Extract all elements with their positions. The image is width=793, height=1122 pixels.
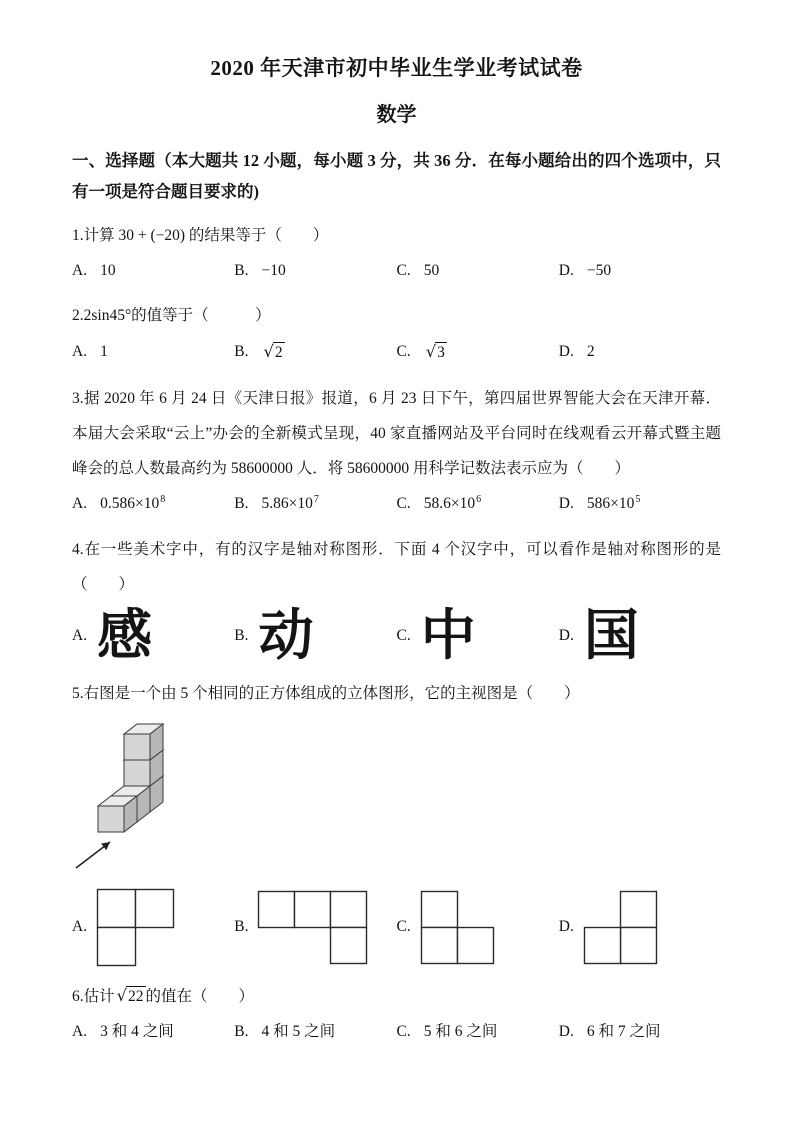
q4-option-b bbox=[234, 606, 396, 665]
sqrt-sign: √ bbox=[425, 342, 437, 362]
q4-options bbox=[72, 606, 721, 665]
option-text bbox=[424, 334, 447, 371]
q5-options bbox=[72, 888, 721, 967]
q5-option-d bbox=[559, 890, 721, 965]
section-heading: 一、选择题（本大题共 12 小题，每小题 3 分，共 36 分．在每小题给出的四个选项中，只有一项是符合题目要求的) bbox=[72, 151, 721, 202]
q2-stem: 2.2sin45°的值等于（ ） bbox=[72, 307, 271, 325]
question-4 bbox=[72, 533, 721, 666]
q2-option-c bbox=[397, 334, 559, 371]
option-label: C. bbox=[396, 494, 411, 512]
option-text: 4 和 5 之间 bbox=[261, 1022, 336, 1040]
option-label: A. bbox=[72, 261, 88, 279]
sqrt-sign: √ bbox=[116, 985, 128, 1005]
q2-option-a bbox=[72, 335, 234, 370]
option-label: B. bbox=[234, 261, 249, 279]
q6-option-d bbox=[559, 1015, 721, 1050]
question-3 bbox=[72, 382, 721, 522]
q1-options bbox=[72, 254, 721, 289]
option-text: $5.86\times 10^7$ bbox=[261, 493, 319, 512]
option-text: $0.586\times 10^8$ bbox=[100, 493, 166, 512]
q3-option-b bbox=[234, 487, 396, 522]
q6-options bbox=[72, 1015, 721, 1050]
exponent: 8 bbox=[160, 493, 166, 505]
front-view-figure-c bbox=[420, 890, 495, 965]
q4-option-d bbox=[559, 606, 721, 665]
q3-option-a bbox=[72, 487, 234, 522]
option-label: A. bbox=[72, 626, 88, 644]
q5-option-a bbox=[72, 888, 234, 967]
option-text: 2 bbox=[586, 343, 595, 361]
exponent: 6 bbox=[476, 493, 482, 505]
option-text: 50 bbox=[423, 261, 440, 279]
q3-options bbox=[72, 487, 721, 522]
q3-option-d bbox=[559, 487, 721, 522]
option-text: 10 bbox=[100, 261, 116, 279]
q6-option-a bbox=[72, 1015, 234, 1050]
option-label: A. bbox=[72, 917, 88, 935]
question-6 bbox=[72, 978, 721, 1050]
option-text: $58.6\times 10^6$ bbox=[423, 493, 482, 512]
radicand: 2 bbox=[274, 344, 283, 362]
q6-option-c bbox=[397, 1015, 559, 1050]
option-label: D. bbox=[558, 626, 574, 644]
option-label: C. bbox=[396, 626, 411, 644]
option-text bbox=[261, 334, 284, 371]
front-view-figure-d bbox=[583, 890, 658, 965]
question-5 bbox=[72, 677, 721, 967]
option-label: A. bbox=[72, 1022, 88, 1040]
q1-option-c bbox=[397, 254, 559, 289]
option-label: B. bbox=[234, 343, 249, 361]
front-view-figure-a bbox=[96, 888, 175, 967]
option-label: C. bbox=[396, 917, 411, 935]
option-label: D. bbox=[558, 343, 574, 361]
front-view-figure-b bbox=[257, 890, 368, 965]
q4-option-c bbox=[397, 606, 559, 665]
hanzi-dong: 动 bbox=[258, 605, 314, 667]
option-text: 1 bbox=[100, 343, 108, 361]
radicand: 22 bbox=[128, 987, 144, 1005]
option-label: D. bbox=[558, 494, 574, 512]
q4-option-a bbox=[72, 606, 234, 665]
option-label: D. bbox=[558, 917, 574, 935]
option-text: −10 bbox=[261, 261, 286, 279]
option-text: 3 和 4 之间 bbox=[100, 1022, 174, 1040]
q6-stem: 6.估计 √22 的值在（ ） bbox=[72, 985, 255, 1005]
q1-option-b bbox=[234, 254, 396, 289]
hanzi-gan: 感 bbox=[97, 605, 153, 667]
option-text: 5 和 6 之间 bbox=[423, 1022, 498, 1040]
option-label: C. bbox=[396, 261, 411, 279]
option-text: 6 和 7 之间 bbox=[586, 1022, 661, 1040]
question-1 bbox=[72, 219, 721, 289]
radicand: 3 bbox=[437, 344, 445, 362]
q1-option-d bbox=[559, 254, 721, 289]
option-label: D. bbox=[558, 261, 574, 279]
option-text: −50 bbox=[586, 261, 612, 279]
option-text: $586\times 10^5$ bbox=[586, 493, 641, 512]
q2-option-d bbox=[559, 335, 721, 370]
option-label: A. bbox=[72, 343, 88, 361]
hanzi-guo: 国 bbox=[583, 605, 639, 667]
q1-stem: 1.计算 30 + (−20) 的结果等于（ ） bbox=[72, 226, 329, 244]
exponent: 7 bbox=[313, 493, 319, 505]
q5-option-c bbox=[397, 890, 559, 965]
exam-subject: 数学 bbox=[376, 104, 417, 126]
sqrt-sign: √ bbox=[263, 342, 274, 362]
q5-option-b bbox=[234, 890, 396, 965]
exam-title: 2020 年天津市初中毕业生学业考试试卷 bbox=[210, 56, 583, 80]
option-label: C. bbox=[396, 1022, 411, 1040]
option-label: C. bbox=[396, 343, 411, 361]
q4-stem: 4.在一些美术字中，有的汉字是轴对称图形．下面 4 个汉字中，可以看作是轴对称图形的是（ ） bbox=[72, 540, 721, 593]
q6-option-b bbox=[234, 1015, 396, 1050]
option-label: B. bbox=[234, 494, 249, 512]
exponent: 5 bbox=[635, 493, 641, 505]
q2-options bbox=[72, 334, 721, 371]
q1-option-a bbox=[72, 254, 234, 289]
q3-option-c bbox=[397, 487, 559, 522]
q3-stem: 3.据 2020 年 6 月 24 日《天津日报》报道，6 月 23 日下午，第四届世界智能大会在天津开幕．本届大会采取“云上”办会的全新模式呈现，40 家直播网站及平台同时在线观看云开幕式暨主题峰会的总人数最高约为 58600000 人．将 58600000 用科学记数法表示应为（ ） bbox=[72, 390, 721, 477]
option-label: B. bbox=[234, 626, 249, 644]
q2-option-b bbox=[234, 334, 396, 371]
option-label: B. bbox=[234, 917, 249, 935]
option-label: B. bbox=[234, 1022, 249, 1040]
q5-stem: 5.右图是一个由 5 个相同的正方体组成的立体图形，它的主视图是（ ） bbox=[72, 684, 580, 702]
question-2 bbox=[72, 299, 721, 371]
option-label: A. bbox=[72, 494, 88, 512]
hanzi-zhong: 中 bbox=[420, 605, 476, 667]
q5-cubes-solid-figure bbox=[68, 720, 721, 876]
option-label: D. bbox=[558, 1022, 574, 1040]
